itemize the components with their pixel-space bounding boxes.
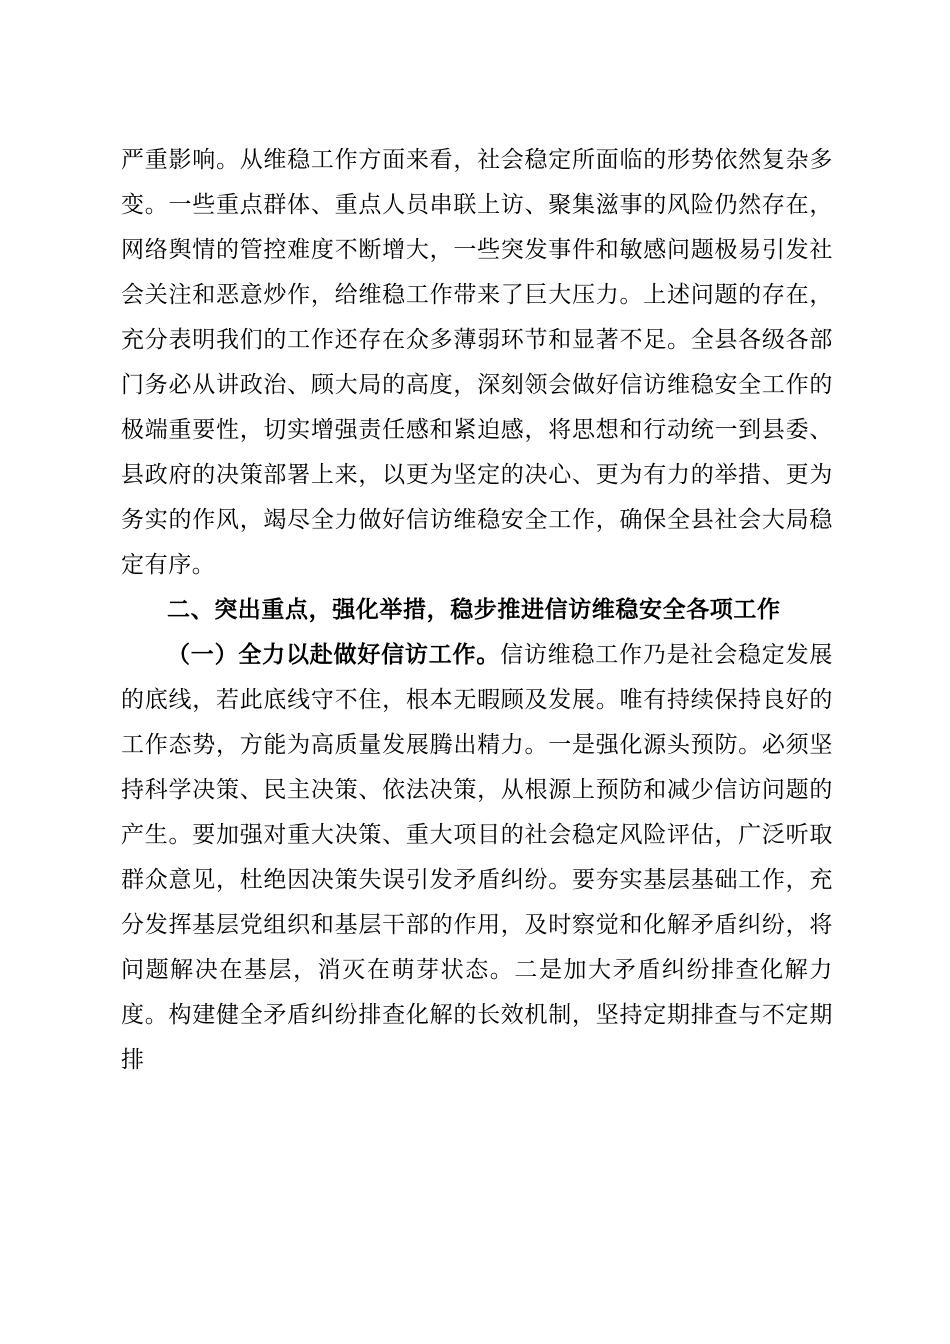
document-body: [121, 138, 833, 1083]
subsection-title: （一）全力以赴做好信访工作。: [167, 642, 501, 668]
section-heading: 二、突出重点，强化举措，稳步推进信访维稳安全各项工作: [167, 597, 781, 623]
subsection-body: 信访维稳工作乃是社会稳定发展的底线，若此底线守不住，根本无暇顾及发展。唯有持续保持良好的工作态势，方能为高质量发展腾出精力。一是强化源头预防。必须坚持科学决策、民主决策、依法决策，从根源上预防和减少信访问题的产生。要加强对重大决策、重大项目的社会稳定风险评估，广泛听取群众意见，杜绝因决策失误引发矛盾纠纷。要夯实基层基础工作，充分发挥基层党组织和基层干部的作用，及时察觉和化解矛盾纠纷，将问题解决在基层，消灭在萌芽状态。二是加大矛盾纠纷排查化解力度。构建健全矛盾纠纷排查化解的长效机制，坚持定期排查与不定期排: [121, 642, 833, 1073]
subsection-paragraph: [121, 633, 833, 1083]
continued-paragraph: 严重影响。从维稳工作方面来看，社会稳定所面临的形势依然复杂多变。一些重点群体、重点人员串联上访、聚集滋事的风险仍然存在，网络舆情的管控难度不断增大，一些突发事件和敏感问题极易引发社会关注和恶意炒作，给维稳工作带来了巨大压力。上述问题的存在，充分表明我们的工作还存在众多薄弱环节和显著不足。全县各级各部门务必从讲政治、顾大局的高度，深刻领会做好信访维稳安全工作的极端重要性，切实增强责任感和紧迫感，将思想和行动统一到县委、县政府的决策部署上来，以更为坚定的决心、更为有力的举措、更为务实的作风，竭尽全力做好信访维稳安全工作，确保全县社会大局稳定有序。: [121, 147, 833, 578]
